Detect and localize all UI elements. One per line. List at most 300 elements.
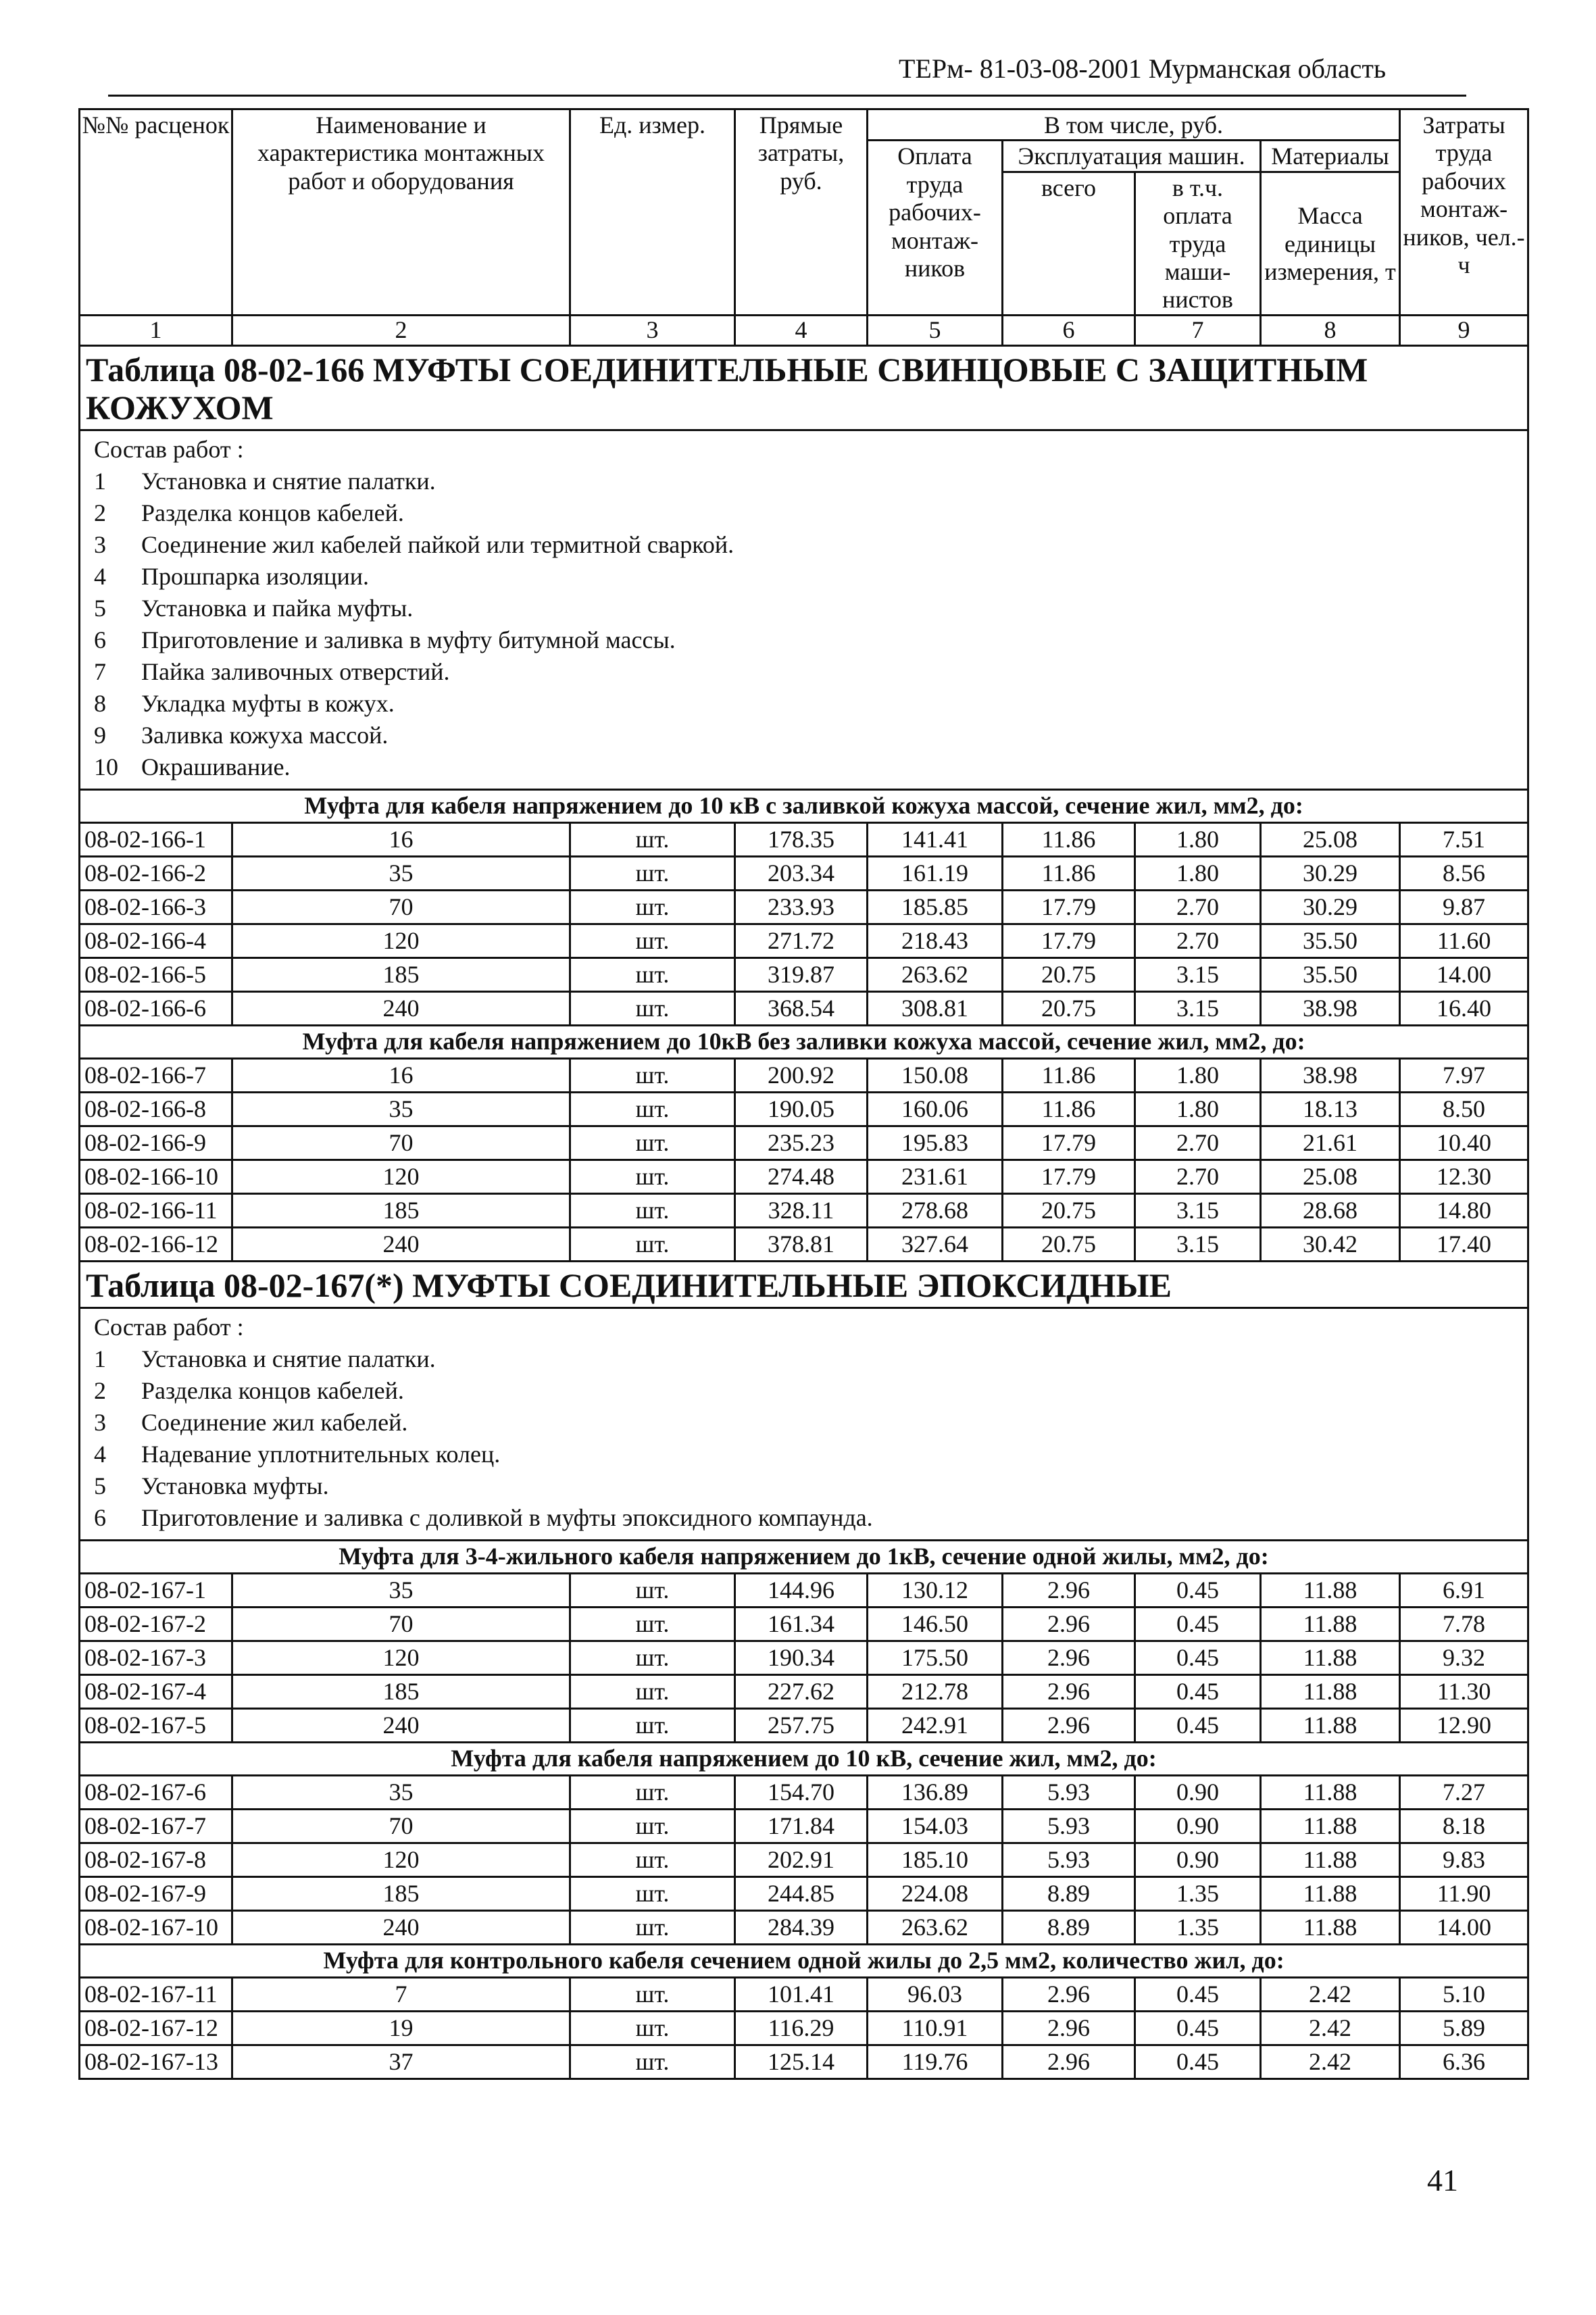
table-cell: 154.03 (868, 1809, 1003, 1843)
table-cell: 08-02-167-9 (80, 1876, 232, 1910)
table-cell: 20.75 (1003, 957, 1135, 991)
table-cell: 08-02-167-5 (80, 1708, 232, 1742)
table-cell: 08-02-167-8 (80, 1843, 232, 1876)
col-header-materials: Материалы (1261, 141, 1400, 172)
table-cell: 120 (232, 1641, 570, 1674)
table-title: Таблица 08-02-166 МУФТЫ СОЕДИНИТЕЛЬНЫЕ СВИНЦОВЫЕ С ЗАЩИТНЫМ КОЖУХОМ (80, 345, 1528, 430)
group-title: Муфта для кабеля напряжением до 10кВ без заливки кожуха массой, сечение жил, мм2, до: (80, 1025, 1528, 1058)
table-cell: 1.35 (1135, 1876, 1261, 1910)
table-cell: шт. (570, 1843, 735, 1876)
table-cell: 14.80 (1400, 1193, 1528, 1227)
table-cell: 7.27 (1400, 1775, 1528, 1809)
table-row (80, 1708, 1528, 1742)
table-cell: шт. (570, 924, 735, 957)
table-cell: 240 (232, 991, 570, 1025)
group-title: Муфта для 3-4-жильного кабеля напряжением до 1кВ, сечение одной жилы, мм2, до: (80, 1540, 1528, 1573)
table-cell: 271.72 (735, 924, 868, 957)
table-cell: 08-02-166-11 (80, 1193, 232, 1227)
table-cell: 0.45 (1135, 1607, 1261, 1641)
table-cell: 0.45 (1135, 1708, 1261, 1742)
table-cell: 11.60 (1400, 924, 1528, 957)
table-cell: 11.86 (1003, 856, 1135, 890)
work-composition (80, 1308, 1528, 1540)
work-step (94, 1343, 1527, 1375)
table-cell: 274.48 (735, 1160, 868, 1193)
table-cell: 17.79 (1003, 890, 1135, 924)
table-cell: 231.61 (868, 1160, 1003, 1193)
table-cell: 1.80 (1135, 1058, 1261, 1092)
table-cell: 35 (232, 856, 570, 890)
table-cell: шт. (570, 890, 735, 924)
table-cell: 08-02-166-1 (80, 822, 232, 856)
table-cell: 2.42 (1261, 1977, 1400, 2011)
table-cell: 11.88 (1261, 1843, 1400, 1876)
table-cell: 212.78 (868, 1674, 1003, 1708)
step-number: 4 (94, 562, 106, 590)
table-cell: шт. (570, 1607, 735, 1641)
column-numbers-row (80, 315, 1528, 345)
table-row (80, 991, 1528, 1025)
table-cell: 3.15 (1135, 1227, 1261, 1261)
table-cell: шт. (570, 822, 735, 856)
table-cell: 240 (232, 1227, 570, 1261)
table-cell: 11.88 (1261, 1573, 1400, 1607)
table-cell: 70 (232, 1809, 570, 1843)
table-cell: 8.56 (1400, 856, 1528, 890)
table-cell: 284.39 (735, 1910, 868, 1944)
table-row (80, 890, 1528, 924)
table-cell: 368.54 (735, 991, 868, 1025)
table-cell: 08-02-166-9 (80, 1126, 232, 1160)
table-cell: 233.93 (735, 890, 868, 924)
table-cell: 18.13 (1261, 1092, 1400, 1126)
header-rule (108, 95, 1466, 97)
table-cell: 30.29 (1261, 856, 1400, 890)
table-cell: 161.19 (868, 856, 1003, 890)
table-cell: шт. (570, 1227, 735, 1261)
step-text: Приготовление и заливка с доливкой в муфты эпоксидного компаунда. (141, 1503, 873, 1531)
work-step (94, 1470, 1527, 1502)
table-cell: 2.70 (1135, 890, 1261, 924)
col-header-machines-pay: в т.ч. оплата труда маши-нистов (1135, 172, 1261, 315)
table-cell: 0.90 (1135, 1775, 1261, 1809)
work-step (94, 1502, 1527, 1534)
table-cell: 1.80 (1135, 856, 1261, 890)
step-text: Укладка муфты в кожух. (141, 689, 395, 717)
table-cell: 7.51 (1400, 822, 1528, 856)
group-title: Муфта для контрольного кабеля сечением одной жилы до 2,5 мм2, количество жил, до: (80, 1944, 1528, 1977)
table-cell: 9.87 (1400, 890, 1528, 924)
step-number: 3 (94, 1408, 106, 1436)
step-number: 6 (94, 626, 106, 653)
work-step (94, 593, 1527, 624)
table-row (80, 2011, 1528, 2045)
table-title: Таблица 08-02-167(*) МУФТЫ СОЕДИНИТЕЛЬНЫЕ ЭПОКСИДНЫЕ (80, 1261, 1528, 1308)
table-cell: 11.86 (1003, 1092, 1135, 1126)
table-cell: 6.36 (1400, 2045, 1528, 2078)
table-cell: 0.90 (1135, 1809, 1261, 1843)
table-cell: 08-02-166-6 (80, 991, 232, 1025)
table-cell: 125.14 (735, 2045, 868, 2078)
work-step (94, 656, 1527, 688)
table-cell: 130.12 (868, 1573, 1003, 1607)
table-cell: шт. (570, 1910, 735, 1944)
table-cell: 5.93 (1003, 1843, 1135, 1876)
table-cell: шт. (570, 1573, 735, 1607)
step-text: Приготовление и заливка в муфту битумной массы. (141, 626, 676, 653)
table-cell: 195.83 (868, 1126, 1003, 1160)
table-cell: 2.70 (1135, 1160, 1261, 1193)
table-cell: 120 (232, 924, 570, 957)
step-number: 1 (94, 1345, 106, 1372)
work-step (94, 561, 1527, 593)
step-text: Установка и снятие палатки. (141, 467, 436, 495)
table-cell: 185 (232, 1876, 570, 1910)
table-cell: 175.50 (868, 1641, 1003, 1674)
table-cell: 08-02-167-6 (80, 1775, 232, 1809)
table-cell: шт. (570, 1641, 735, 1674)
table-cell: 161.34 (735, 1607, 868, 1641)
table-cell: 21.61 (1261, 1126, 1400, 1160)
table-cell: 319.87 (735, 957, 868, 991)
step-text: Пайка заливочных отверстий. (141, 657, 450, 685)
page-header: ТЕРм- 81-03-08-2001 Мурманская область (899, 53, 1387, 84)
table-cell: шт. (570, 856, 735, 890)
table-cell: 35 (232, 1573, 570, 1607)
table-cell: 240 (232, 1910, 570, 1944)
step-number: 9 (94, 721, 106, 749)
table-row (80, 1573, 1528, 1607)
page-number: 41 (1427, 2163, 1458, 2197)
table-cell: 0.45 (1135, 1641, 1261, 1674)
table-cell: 202.91 (735, 1843, 868, 1876)
table-cell: 203.34 (735, 856, 868, 890)
work-step (94, 497, 1527, 529)
column-number: 5 (868, 315, 1003, 345)
table-row (80, 1227, 1528, 1261)
rates-table (78, 108, 1529, 2080)
table-row (80, 1058, 1528, 1092)
table-cell: 1.35 (1135, 1910, 1261, 1944)
table-cell: 08-02-167-10 (80, 1910, 232, 1944)
table-cell: 110.91 (868, 2011, 1003, 2045)
col-header-labor-pay: Оплата труда рабочих-монтаж-ников (868, 141, 1003, 315)
table-cell: 1.80 (1135, 822, 1261, 856)
table-cell: 11.86 (1003, 1058, 1135, 1092)
table-cell: шт. (570, 1160, 735, 1193)
col-header-machines: Эксплуатация машин. (1003, 141, 1261, 172)
table-cell: 2.96 (1003, 1641, 1135, 1674)
table-cell: 2.96 (1003, 1977, 1135, 2011)
table-cell: 171.84 (735, 1809, 868, 1843)
table-cell: 378.81 (735, 1227, 868, 1261)
table-cell: 190.34 (735, 1641, 868, 1674)
table-cell: 119.76 (868, 2045, 1003, 2078)
table-cell: 3.15 (1135, 991, 1261, 1025)
table-cell: 200.92 (735, 1058, 868, 1092)
table-cell: 08-02-167-2 (80, 1607, 232, 1641)
table-cell: 08-02-167-7 (80, 1809, 232, 1843)
column-number: 7 (1135, 315, 1261, 345)
table-cell: 08-02-167-1 (80, 1573, 232, 1607)
table-cell: 25.08 (1261, 822, 1400, 856)
table-row (80, 1910, 1528, 1944)
table-cell: 227.62 (735, 1674, 868, 1708)
table-cell: 70 (232, 890, 570, 924)
table-cell: шт. (570, 1809, 735, 1843)
table-cell: 2.96 (1003, 1607, 1135, 1641)
table-cell: 263.62 (868, 957, 1003, 991)
table-cell: 38.98 (1261, 1058, 1400, 1092)
work-step (94, 529, 1527, 561)
table-cell: 7.78 (1400, 1607, 1528, 1641)
table-cell: 0.45 (1135, 1573, 1261, 1607)
table-cell: 328.11 (735, 1193, 868, 1227)
step-number: 8 (94, 689, 106, 717)
table-row (80, 957, 1528, 991)
table-cell: 101.41 (735, 1977, 868, 2011)
table-cell: 308.81 (868, 991, 1003, 1025)
table-row (80, 1674, 1528, 1708)
table-cell: 2.42 (1261, 2011, 1400, 2045)
table-cell: 240 (232, 1708, 570, 1742)
table-cell: 14.00 (1400, 1910, 1528, 1944)
col-header-machines-total: всего (1003, 172, 1135, 315)
table-cell: шт. (570, 1674, 735, 1708)
table-row (80, 924, 1528, 957)
table-cell: 20.75 (1003, 1227, 1135, 1261)
table-cell: 11.88 (1261, 1607, 1400, 1641)
table-cell: 144.96 (735, 1573, 868, 1607)
step-number: 2 (94, 1376, 106, 1404)
composition-label: Состав работ : (94, 1313, 244, 1341)
work-step (94, 751, 1527, 783)
work-step (94, 624, 1527, 656)
table-cell: 12.30 (1400, 1160, 1528, 1193)
table-cell: 35 (232, 1092, 570, 1126)
table-row (80, 1607, 1528, 1641)
table-cell: 11.88 (1261, 1674, 1400, 1708)
table-cell: 11.88 (1261, 1876, 1400, 1910)
step-text: Соединение жил кабелей. (141, 1408, 408, 1436)
table-cell: 08-02-167-11 (80, 1977, 232, 2011)
table-cell: 2.70 (1135, 924, 1261, 957)
table-cell: 16.40 (1400, 991, 1528, 1025)
column-number: 2 (232, 315, 570, 345)
table-cell: 0.45 (1135, 1674, 1261, 1708)
table-row (80, 2045, 1528, 2078)
table-cell: 136.89 (868, 1775, 1003, 1809)
work-step (94, 688, 1527, 720)
table-cell: 16 (232, 1058, 570, 1092)
table-cell: 185 (232, 957, 570, 991)
col-header-name: Наименование и характеристика монтажных работ и оборудования (232, 109, 570, 316)
step-text: Установка и снятие палатки. (141, 1345, 436, 1372)
table-cell: 11.88 (1261, 1910, 1400, 1944)
table-cell: 2.96 (1003, 2045, 1135, 2078)
work-step (94, 1407, 1527, 1439)
table-cell: 0.45 (1135, 1977, 1261, 2011)
table-cell: 185.85 (868, 890, 1003, 924)
table-cell: 08-02-166-7 (80, 1058, 232, 1092)
step-text: Установка и пайка муфты. (141, 594, 414, 622)
table-cell: 3.15 (1135, 957, 1261, 991)
table-cell: 224.08 (868, 1876, 1003, 1910)
table-cell: 30.29 (1261, 890, 1400, 924)
step-number: 10 (94, 753, 118, 780)
step-text: Прошпарка изоляции. (141, 562, 370, 590)
table-cell: 2.96 (1003, 1674, 1135, 1708)
column-number: 1 (80, 315, 232, 345)
table-cell: шт. (570, 1775, 735, 1809)
table-row (80, 856, 1528, 890)
table-cell: 20.75 (1003, 991, 1135, 1025)
step-number: 2 (94, 499, 106, 526)
step-number: 3 (94, 530, 106, 558)
table-cell: 70 (232, 1126, 570, 1160)
col-header-code: №№ расценок (80, 109, 232, 316)
table-cell: 185.10 (868, 1843, 1003, 1876)
step-text: Разделка концов кабелей. (141, 1376, 404, 1404)
table-cell: 5.89 (1400, 2011, 1528, 2045)
table-cell: 235.23 (735, 1126, 868, 1160)
work-step (94, 720, 1527, 751)
step-text: Установка муфты. (141, 1472, 329, 1499)
table-cell: 5.10 (1400, 1977, 1528, 2011)
table-cell: 0.90 (1135, 1843, 1261, 1876)
table-cell: шт. (570, 1126, 735, 1160)
table-cell: 11.86 (1003, 822, 1135, 856)
table-cell: 35 (232, 1775, 570, 1809)
table-row (80, 1126, 1528, 1160)
table-cell: 141.41 (868, 822, 1003, 856)
table-cell: 35.50 (1261, 924, 1400, 957)
table-cell: 35.50 (1261, 957, 1400, 991)
step-text: Окрашивание. (141, 753, 291, 780)
column-number: 4 (735, 315, 868, 345)
table-cell: шт. (570, 991, 735, 1025)
table-cell: 28.68 (1261, 1193, 1400, 1227)
step-text: Соединение жил кабелей пайкой или термитной сваркой. (141, 530, 734, 558)
composition-label: Состав работ : (94, 435, 244, 463)
table-cell: 14.00 (1400, 957, 1528, 991)
table-cell: 8.18 (1400, 1809, 1528, 1843)
table-cell: 278.68 (868, 1193, 1003, 1227)
table-cell: 150.08 (868, 1058, 1003, 1092)
table-cell: 17.79 (1003, 1160, 1135, 1193)
step-number: 4 (94, 1440, 106, 1468)
table-row (80, 1092, 1528, 1126)
table-cell: шт. (570, 1058, 735, 1092)
work-step (94, 1375, 1527, 1407)
table-cell: 30.42 (1261, 1227, 1400, 1261)
table-cell: 3.15 (1135, 1193, 1261, 1227)
table-cell: 178.35 (735, 822, 868, 856)
table-cell: 6.91 (1400, 1573, 1528, 1607)
table-cell: шт. (570, 1193, 735, 1227)
table-cell: шт. (570, 1092, 735, 1126)
table-cell: 8.89 (1003, 1910, 1135, 1944)
col-header-unit: Ед. измер. (570, 109, 735, 316)
table-cell: шт. (570, 1876, 735, 1910)
table-row (80, 1977, 1528, 2011)
step-text: Заливка кожуха массой. (141, 721, 389, 749)
step-number: 5 (94, 1472, 106, 1499)
table-cell: 17.79 (1003, 924, 1135, 957)
step-number: 5 (94, 594, 106, 622)
table-cell: 8.50 (1400, 1092, 1528, 1126)
table-cell: 5.93 (1003, 1775, 1135, 1809)
table-cell: 08-02-167-12 (80, 2011, 232, 2045)
table-cell: 9.83 (1400, 1843, 1528, 1876)
table-cell: 16 (232, 822, 570, 856)
table-row (80, 822, 1528, 856)
table-cell: 218.43 (868, 924, 1003, 957)
table-cell: 08-02-166-12 (80, 1227, 232, 1261)
table-cell: 10.40 (1400, 1126, 1528, 1160)
column-number: 6 (1003, 315, 1135, 345)
table-cell: 08-02-166-5 (80, 957, 232, 991)
table-cell: 11.88 (1261, 1809, 1400, 1843)
table-cell: шт. (570, 1708, 735, 1742)
table-row (80, 1775, 1528, 1809)
table-cell: 2.96 (1003, 1573, 1135, 1607)
work-step (94, 466, 1527, 497)
table-cell: 1.80 (1135, 1092, 1261, 1126)
table-cell: 12.90 (1400, 1708, 1528, 1742)
table-cell: шт. (570, 957, 735, 991)
column-number: 9 (1400, 315, 1528, 345)
col-header-direct: Прямые затраты, руб. (735, 109, 868, 316)
table-cell: 96.03 (868, 1977, 1003, 2011)
table-cell: 146.50 (868, 1607, 1003, 1641)
table-cell: 190.05 (735, 1092, 868, 1126)
table-cell: 11.88 (1261, 1708, 1400, 1742)
table-cell: 11.88 (1261, 1641, 1400, 1674)
table-cell: 2.42 (1261, 2045, 1400, 2078)
table-cell: 9.32 (1400, 1641, 1528, 1674)
table-cell: 20.75 (1003, 1193, 1135, 1227)
table-cell: 08-02-166-10 (80, 1160, 232, 1193)
work-composition (80, 430, 1528, 789)
table-cell: 25.08 (1261, 1160, 1400, 1193)
col-header-labor-cost: Затраты труда рабочих монтаж-ников, чел.-ч (1400, 109, 1528, 316)
step-number: 7 (94, 657, 106, 685)
table-cell: 19 (232, 2011, 570, 2045)
table-cell: 38.98 (1261, 991, 1400, 1025)
table-cell: 5.93 (1003, 1809, 1135, 1843)
table-cell: 11.30 (1400, 1674, 1528, 1708)
work-step (94, 1439, 1527, 1470)
group-title: Муфта для кабеля напряжением до 10 кВ, сечение жил, мм2, до: (80, 1742, 1528, 1775)
table-cell: шт. (570, 2011, 735, 2045)
table-cell: 08-02-166-2 (80, 856, 232, 890)
table-cell: 08-02-167-13 (80, 2045, 232, 2078)
table-cell: 7 (232, 1977, 570, 2011)
table-cell: 70 (232, 1607, 570, 1641)
step-text: Надевание уплотнительных колец. (141, 1440, 501, 1468)
table-cell: 2.70 (1135, 1126, 1261, 1160)
column-number: 3 (570, 315, 735, 345)
table-cell: шт. (570, 1977, 735, 2011)
step-number: 1 (94, 467, 106, 495)
table-cell: 120 (232, 1160, 570, 1193)
table-cell: 08-02-166-4 (80, 924, 232, 957)
table-cell: 327.64 (868, 1227, 1003, 1261)
table-cell: 185 (232, 1193, 570, 1227)
table-row (80, 1809, 1528, 1843)
table-cell: 08-02-166-8 (80, 1092, 232, 1126)
